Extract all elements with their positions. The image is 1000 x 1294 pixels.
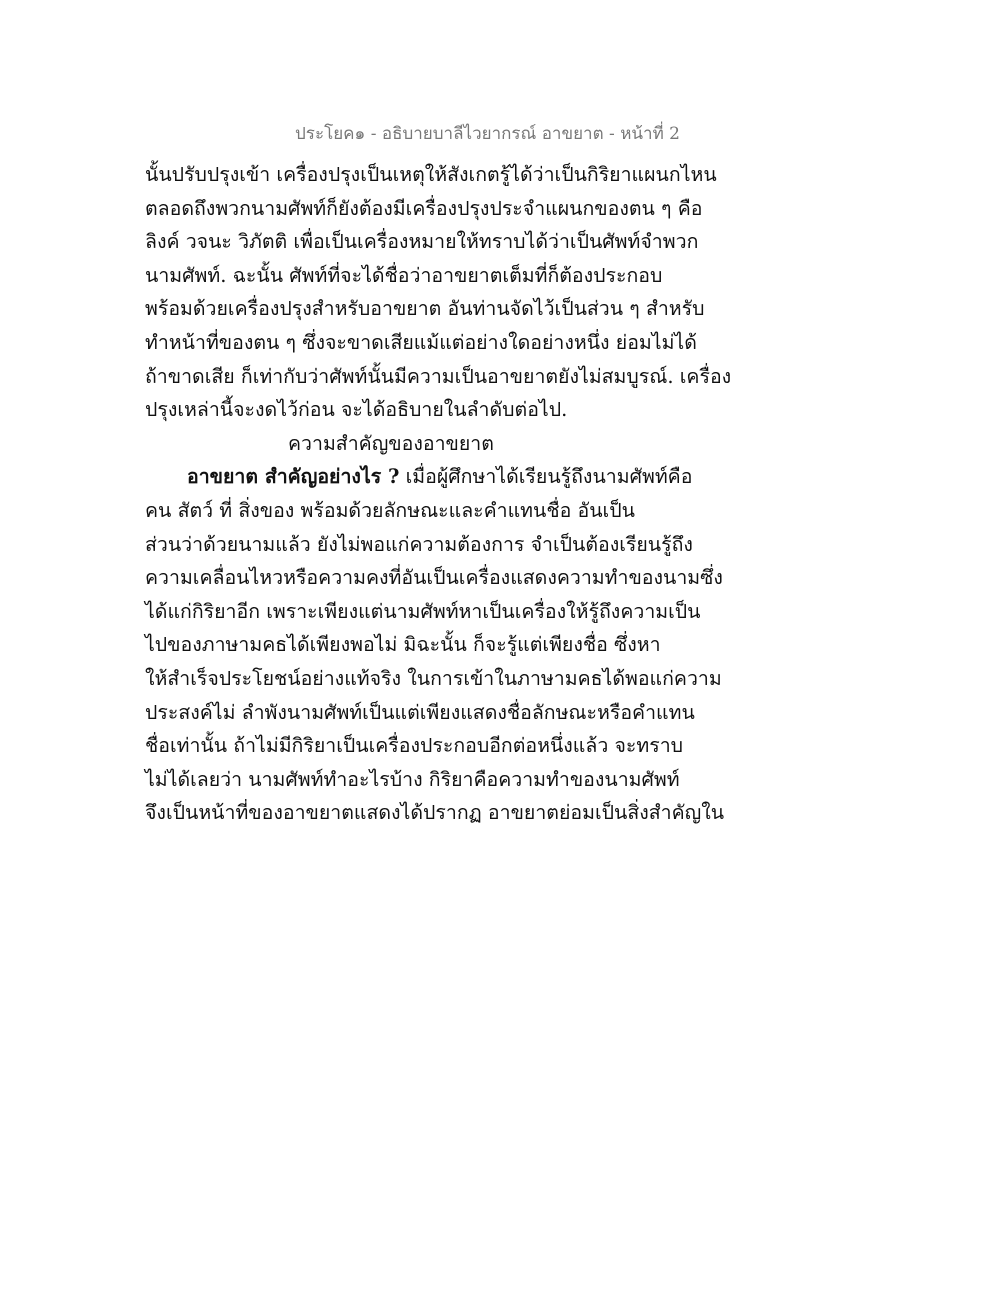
text-line: ชื่อเท่านั้น ถ้าไม่มีกิริยาเป็นเครื่องประกอบอีกต่อหนึ่งแล้ว จะทราบ (145, 734, 684, 758)
text-line: ประสงค์ไม่ ลำพังนามศัพท์เป็นแต่เพียงแสดงชื่อลักษณะหรือคำแทน (145, 700, 695, 724)
text-line: พร้อมด้วยเครื่องปรุงสำหรับอาขยาต อันท่านจัดไว้เป็นส่วน ๆ สำหรับ (145, 297, 705, 321)
paragraph-lead-line (145, 460, 720, 494)
text-line: ไม่ได้เลยว่า นามศัพท์ทำอะไรบ้าง กิริยาคือความทำของนามศัพท์ (145, 767, 680, 791)
text-line: ความเคลื่อนไหวหรือความคงที่อันเป็นเครื่องแสดงความทำของนามซึ่ง (145, 566, 723, 590)
text-line: คน สัตว์ ที่ สิ่งของ พร้อมด้วยลักษณะและคำแทนชื่อ อันเป็น (145, 498, 635, 522)
text-line: ถ้าขาดเสีย ก็เท่ากับว่าศัพท์นั้นมีความเป็นอาขยาตยังไม่สมบูรณ์. เครื่อง (145, 364, 732, 388)
lead-rest: เมื่อผู้ศึกษาได้เรียนรู้ถึงนามศัพท์คือ (399, 465, 693, 489)
text-line: นั้นปรับปรุงเข้า เครื่องปรุงเป็นเหตุให้สังเกตรู้ได้ว่าเป็นกิริยาแผนกไหน (145, 163, 717, 186)
text-line: ลิงค์ วจนะ วิภัตติ เพื่อเป็นเครื่องหมายให้ทราบได้ว่าเป็นศัพท์จำพวก (145, 230, 699, 254)
lead-question: อาขยาต สำคัญอย่างไร ? (187, 465, 400, 489)
body-text (145, 158, 732, 830)
text-line: ส่วนว่าด้วยนามแล้ว ยังไม่พอแก่ความต้องการ จำเป็นต้องเรียนรู้ถึง (145, 532, 693, 556)
paragraph-intro (145, 158, 732, 427)
text-line: ตลอดถึงพวกนามศัพท์ก็ยังต้องมีเครื่องปรุงประจำแผนกของตน ๆ คือ (145, 196, 703, 220)
paragraph-importance (145, 460, 725, 830)
text-line: ปรุงเหล่านี้จะงดไว้ก่อน จะได้อธิบายในลำดับต่อไป. (145, 398, 568, 422)
text-line: จึงเป็นหน้าที่ของอาขยาตแสดงได้ปรากฏ อาขยาตย่อมเป็นสิ่งสำคัญใน (145, 801, 725, 825)
section-heading: ความสำคัญของอาขยาต (288, 431, 494, 455)
running-header: ประโยค๑ - อธิบายบาลีไวยากรณ์ อาขยาต - หน้าที่ 2 (295, 124, 680, 144)
text-line: ได้แก่กิริยาอีก เพราะเพียงแต่นามศัพท์หาเป็นเครื่องให้รู้ถึงความเป็น (145, 599, 701, 623)
text-line: ทำหน้าที่ของตน ๆ ซึ่งจะขาดเสียแม้แต่อย่างใดอย่างหนึ่ง ย่อมไม่ได้ (145, 330, 697, 354)
text-line: ไปของภาษามคธได้เพียงพอไม่ มิฉะนั้น ก็จะรู้แต่เพียงชื่อ ซึ่งหา (145, 633, 661, 657)
text-line: นามศัพท์. ฉะนั้น ศัพท์ที่จะได้ชื่อว่าอาขยาตเต็มที่ก็ต้องประกอบ (145, 263, 663, 287)
text-line: ให้สำเร็จประโยชน์อย่างแท้จริง ในการเข้าในภาษามคธได้พอแก่ความ (145, 666, 722, 690)
